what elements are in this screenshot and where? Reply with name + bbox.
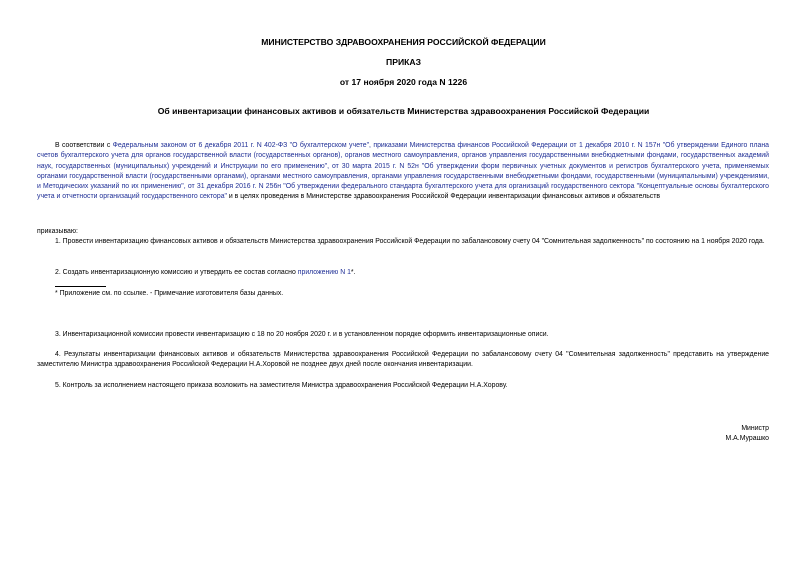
order-word: приказываю: — [37, 228, 78, 235]
order-item-5: 5. Контроль за исполнением настоящего приказа возложить на заместителя Министра здравоохранения Российской Федерации Н.А.Хорову. — [55, 382, 508, 389]
order-item-2 — [37, 268, 769, 278]
document-subject: Об инвентаризации финансовых активов и обязательств Министерства здравоохранения Российской Федерации — [157, 106, 650, 116]
signatory-name: М.А.Мурашко — [725, 435, 769, 442]
order-item-3: 3. Инвентаризационной комиссии провести инвентаризацию с 18 по 20 ноября 2020 г. и в установленном порядке оформить инвентаризационные описи. — [55, 331, 549, 338]
ministry-heading: МИНИСТЕРСТВО ЗДРАВООХРАНЕНИЯ РОССИЙСКОЙ ФЕДЕРАЦИИ — [261, 37, 546, 47]
document-date: от 17 ноября 2020 года N 1226 — [339, 77, 468, 87]
footnote-note: * Приложение см. по ссылке. - Примечание изготовителя базы данных. — [55, 290, 284, 297]
footnote-marker: *. — [350, 269, 356, 276]
preamble-paragraph — [37, 141, 769, 203]
preamble-text-start: В соответствии с — [55, 142, 113, 149]
order-item-1: 1. Провести инвентаризацию финансовых активов и обязательств Министерства здравоохранения Российской Федерации по забалансовому счету 04 "Сомнительная задолженность" по состоянию на 1 ноября 2020 года. — [55, 238, 765, 245]
legal-references-link[interactable]: Федеральным законом от 6 декабря 2011 г. N 402-ФЗ "О бухгалтерском учете", приказами Министерства финансов Российской Федерации от 1 декабря 2010 г. N 157н "Об утверждении Единого плана счетов бухгалтерского учета для органов государственной власти (государственных органов), органов местного самоуправления, органов управления государственными внебюджетными фондами, государственных академий наук, государственных (муниципальных) учреждений и Инструкции по его применению", от 30 марта 2015 г. N 52н "Об утверждении форм первичных учетных документов и регистров бухгалтерского учета, применяемых органами государственной власти (государственными органами), органами местного самоуправления, органами управления государственными внебюджетными фондами, государственными (муниципальными) учреждениями, и Методических указаний по их применению", от 31 декабря 2016 г. N 256н "Об утверждении федерального стандарта бухгалтерского учета для организаций государственного сектора "Концептуальные основы бухгалтерского учета и отчетности организаций государственного сектора" — [37, 142, 769, 201]
order-item-4: 4. Результаты инвентаризации финансовых активов и обязательств Министерства здравоохранения Российской Федерации по забалансовому счету 04 "Сомнительная задолженность" представить на утверждение заместителю Министра здравоохранения Российской Федерации Н.А.Хоровой не позднее двух дней после окончания инвентаризации. — [37, 351, 769, 369]
preamble-text-end: и в целях проведения в Министерстве здравоохранения Российской Федерации инвентаризации финансовых активов и обязательств — [226, 193, 661, 201]
order-item-2-text: 2. Создать инвентаризационную комиссию и утвердить ее состав согласно — [55, 269, 298, 276]
signatory-position: Министр — [741, 425, 769, 432]
footnote-separator — [55, 286, 106, 287]
document-type: ПРИКАЗ — [386, 57, 421, 67]
appendix-1-link[interactable]: приложению N 1 — [297, 269, 351, 276]
